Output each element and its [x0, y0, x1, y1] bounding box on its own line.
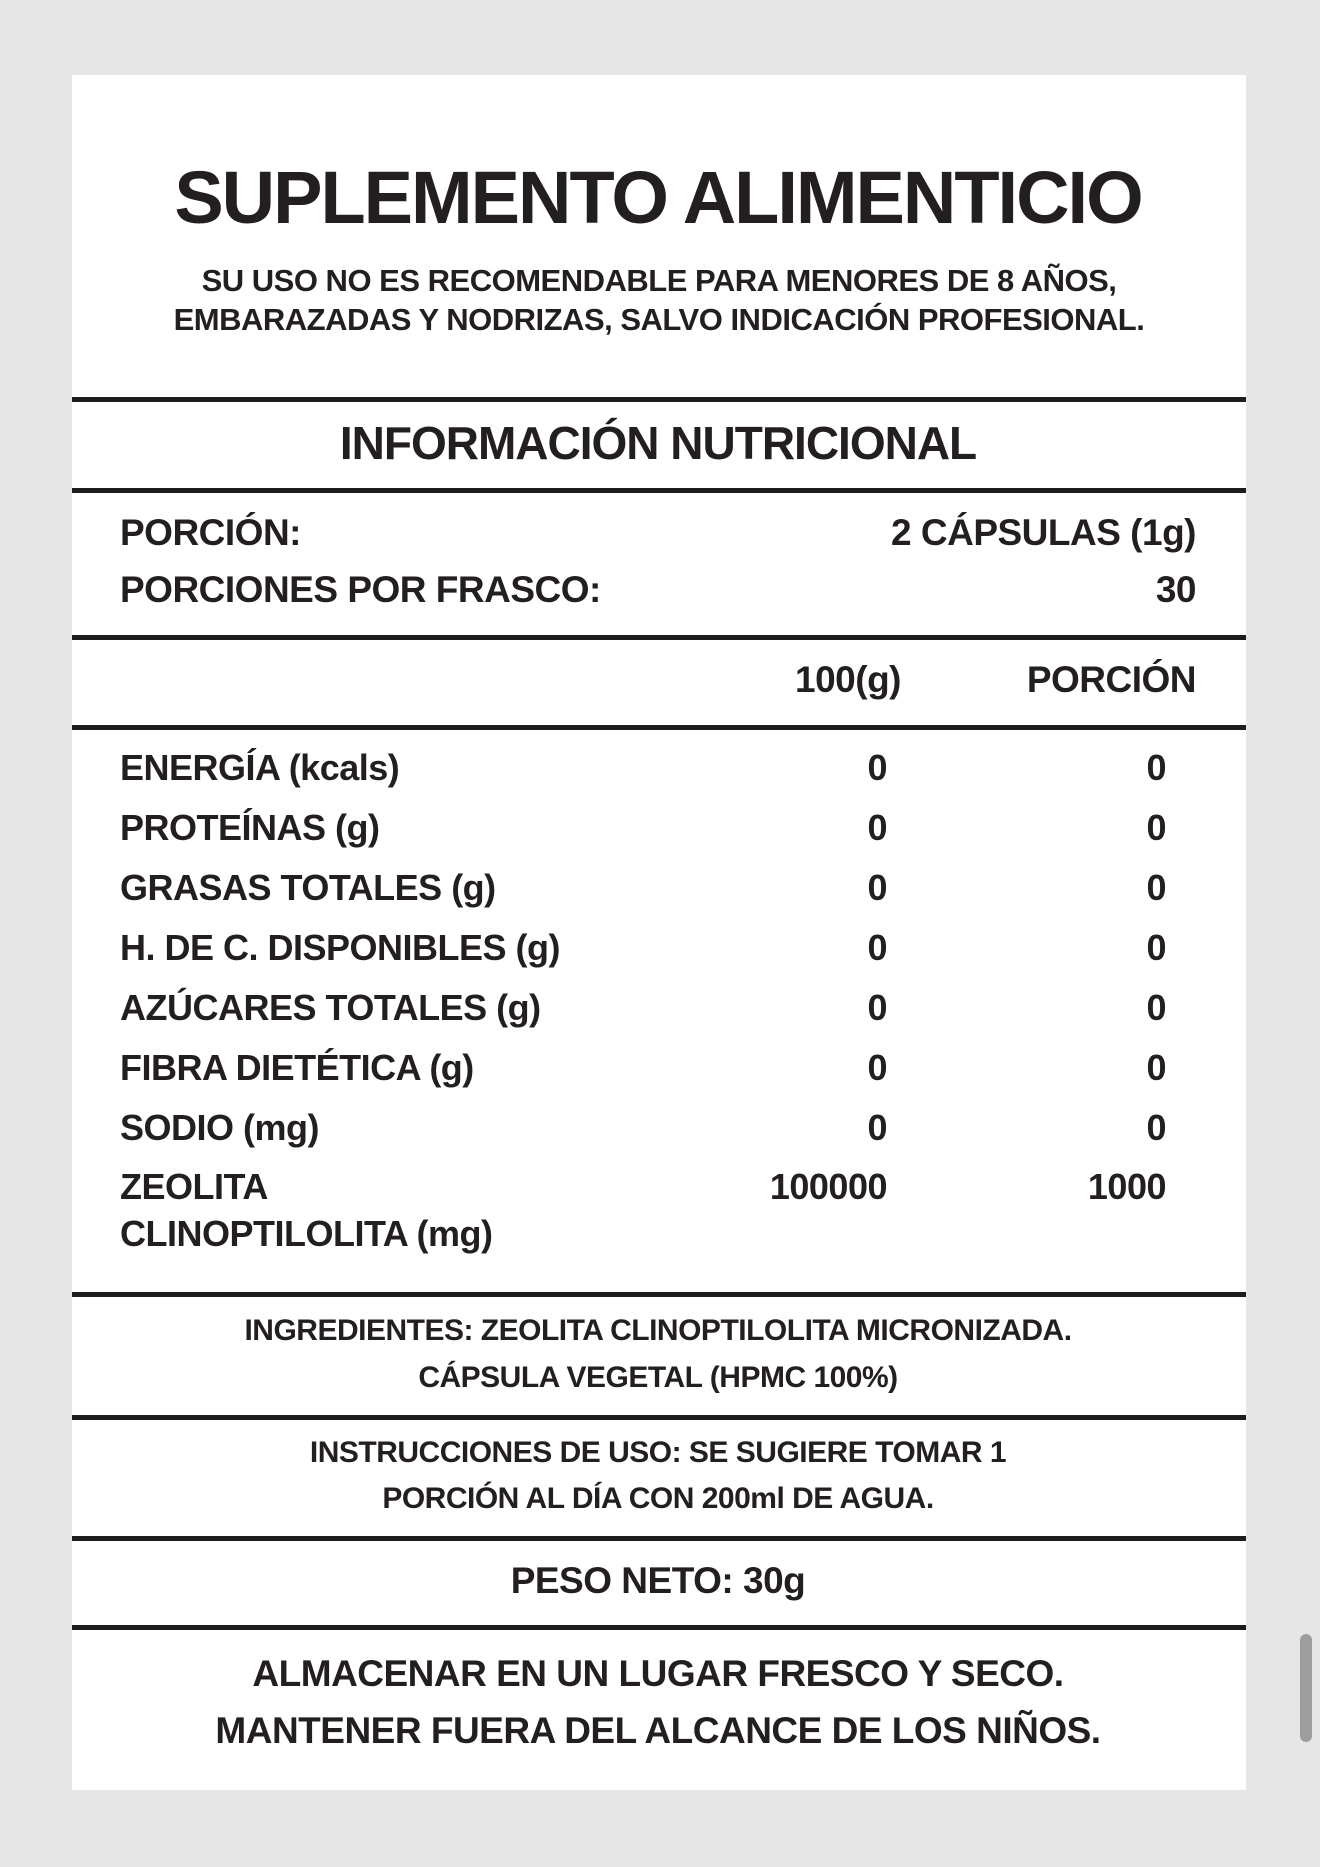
nutrition-section-title: INFORMACIÓN NUTRICIONAL [339, 416, 977, 469]
instructions-line2: PORCIÓN AL DÍA CON 200ml DE AGUA. [382, 1481, 934, 1515]
label-title: SUPLEMENTO ALIMENTICIO [174, 156, 1142, 239]
nutrient-name: ZEOLITA CLINOPTILOLITA (mg) [120, 1166, 493, 1254]
table-header-row [120, 635, 1196, 725]
scrollbar-thumb[interactable] [1300, 1634, 1312, 1742]
value-portion: 0 [1146, 926, 1166, 968]
table-row [120, 857, 1196, 917]
nutrient-name: SODIO (mg) [120, 1106, 319, 1148]
serving-info [120, 488, 1196, 635]
value-per100g: 0 [867, 1106, 887, 1148]
value-portion: 0 [1146, 1106, 1166, 1148]
serving-size-label: PORCIÓN: [120, 512, 301, 553]
value-portion: 0 [1146, 806, 1166, 848]
serving-size-row [120, 504, 1196, 561]
nutrient-name: H. DE C. DISPONIBLES (g) [120, 926, 561, 968]
storage-section [92, 1625, 1224, 1759]
usage-warning-line1: SU USO NO ES RECOMENDABLE PARA MENORES DE 8 AÑOS, [201, 263, 1117, 298]
nutrient-name: FIBRA DIETÉTICA (g) [120, 1046, 474, 1088]
servings-per-container-label: PORCIONES POR FRASCO: [120, 569, 601, 610]
value-per100g: 100000 [769, 1166, 887, 1207]
value-per100g: 0 [867, 866, 887, 908]
usage-warning-line2: EMBARAZADAS Y NODRIZAS, SALVO INDICACIÓN PROFESIONAL. [173, 302, 1145, 337]
ingredients-line1: INGREDIENTES: ZEOLITA CLINOPTILOLITA MICRONIZADA. [244, 1313, 1072, 1347]
ingredients-section [92, 1292, 1224, 1415]
value-portion: 1000 [1087, 1166, 1166, 1207]
nutrition-label-panel [72, 75, 1246, 1790]
value-portion: 0 [1146, 746, 1166, 788]
net-weight: PESO NETO: 30g [510, 1559, 806, 1601]
ingredients-line2: CÁPSULA VEGETAL (HPMC 100%) [418, 1360, 898, 1394]
nutrient-name: ENERGÍA (kcals) [120, 746, 400, 788]
serving-size-value: 2 CÁPSULAS (1g) [891, 512, 1196, 553]
instructions-section [92, 1415, 1224, 1536]
value-portion: 0 [1146, 1046, 1166, 1088]
table-row [120, 797, 1196, 857]
servings-per-container-row [120, 561, 1196, 618]
storage-line1: ALMACENAR EN UN LUGAR FRESCO Y SECO. [252, 1653, 1064, 1694]
value-per100g: 0 [867, 986, 887, 1028]
value-per100g: 0 [867, 806, 887, 848]
storage-line2: MANTENER FUERA DEL ALCANCE DE LOS NIÑOS. [215, 1710, 1101, 1751]
nutrient-name: PROTEÍNAS (g) [120, 806, 380, 848]
nutrient-table [120, 725, 1196, 1257]
table-row [120, 1097, 1196, 1157]
table-row [120, 917, 1196, 977]
value-per100g: 0 [867, 926, 887, 968]
table-row [120, 1157, 1196, 1257]
column-header-per100g: 100(g) [795, 659, 901, 700]
table-row [120, 737, 1196, 797]
table-row [120, 977, 1196, 1037]
instructions-line1: INSTRUCCIONES DE USO: SE SUGIERE TOMAR 1 [309, 1435, 1007, 1469]
value-per100g: 0 [867, 746, 887, 788]
value-portion: 0 [1146, 986, 1166, 1028]
table-row [120, 1037, 1196, 1097]
servings-per-container-value: 30 [1155, 569, 1196, 610]
value-portion: 0 [1146, 866, 1166, 908]
nutrient-name: AZÚCARES TOTALES (g) [120, 986, 541, 1028]
value-per100g: 0 [867, 1046, 887, 1088]
column-header-portion: PORCIÓN [1026, 659, 1196, 700]
nutrient-name: GRASAS TOTALES (g) [120, 866, 496, 908]
usage-warning [92, 261, 1226, 339]
